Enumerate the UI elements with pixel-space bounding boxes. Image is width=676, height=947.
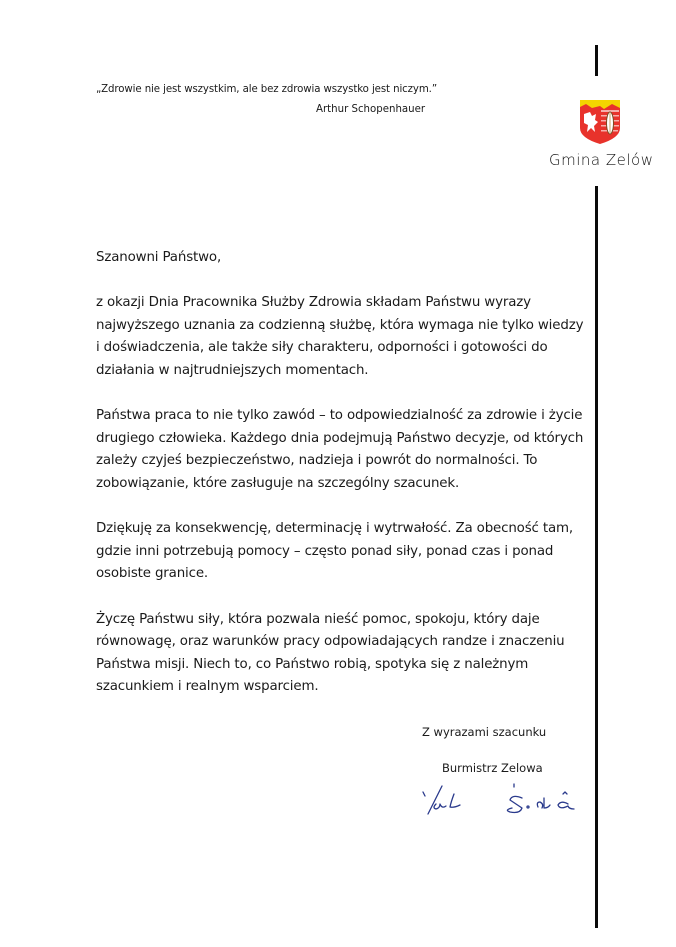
paragraph-line: szacunkiem i realnym wsparciem. bbox=[96, 679, 319, 695]
header-quote: „Zdrowie nie jest wszystkim, ale bez zdrowia wszystko jest niczym.” bbox=[96, 84, 437, 95]
closing-phrase: Z wyrazami szacunku bbox=[422, 725, 547, 739]
paragraph-line: i doświadczenia, ale także siły charakteru, odporności i gotowości do bbox=[96, 340, 548, 356]
paragraph-line: osobiste granice. bbox=[96, 566, 209, 582]
paragraph-line: zależy czyjeś bezpieczeństwo, nadzieja i powrót do normalności. To bbox=[96, 453, 538, 469]
paragraph-2 bbox=[96, 405, 584, 495]
quote-author: Arthur Schopenhauer bbox=[316, 104, 426, 115]
coat-of-arms-icon bbox=[578, 98, 622, 146]
paragraph-line: Dziękuję za konsekwencję, determinację i wytrwałość. Za obecność tam, bbox=[96, 521, 574, 537]
letter-body bbox=[96, 247, 584, 721]
paragraph-4 bbox=[96, 609, 576, 699]
paragraph-line: Państwa misji. Niech to, co Państwo robią, spotyka się z należnym bbox=[96, 656, 529, 672]
municipality-name: Gmina Zelów bbox=[549, 151, 654, 169]
salutation: Szanowni Państwo, bbox=[96, 250, 222, 265]
letterhead-rule-top bbox=[595, 45, 598, 76]
paragraph-3 bbox=[96, 518, 576, 586]
paragraph-line: Państwa praca to nie tylko zawód – to odpowiedzialność za zdrowie i życie bbox=[96, 408, 583, 424]
paragraph-line: najwyższego uznania za codzienną służbę, która wymaga nie tylko wiedzy bbox=[96, 317, 584, 333]
paragraph-line: zobowiązanie, które zasługuje na szczególny szacunek. bbox=[96, 475, 460, 491]
paragraph-line: gdzie inni potrzebują pomocy – często ponad siły, ponad czas i ponad bbox=[96, 543, 554, 559]
paragraph-line: Życzę Państwu siły, która pozwala nieść pomoc, spokoju, który daje bbox=[96, 611, 540, 627]
paragraph-line: drugiego człowieka. Każdego dnia podejmują Państwo decyzje, od których bbox=[96, 430, 584, 446]
letterhead-rule-main bbox=[595, 186, 598, 928]
signatory-title: Burmistrz Zelowa bbox=[442, 761, 543, 775]
paragraph-line: działania w najtrudniejszych momentach. bbox=[96, 362, 369, 378]
paragraph-line: równowagę, oraz warunków pracy odpowiadających randze i znaczeniu bbox=[96, 634, 565, 650]
paragraph-1 bbox=[96, 292, 584, 382]
paragraph-line: z okazji Dnia Pracownika Służby Zdrowia składam Państwu wyrazy bbox=[96, 295, 531, 311]
handwritten-signature-icon bbox=[418, 780, 583, 830]
